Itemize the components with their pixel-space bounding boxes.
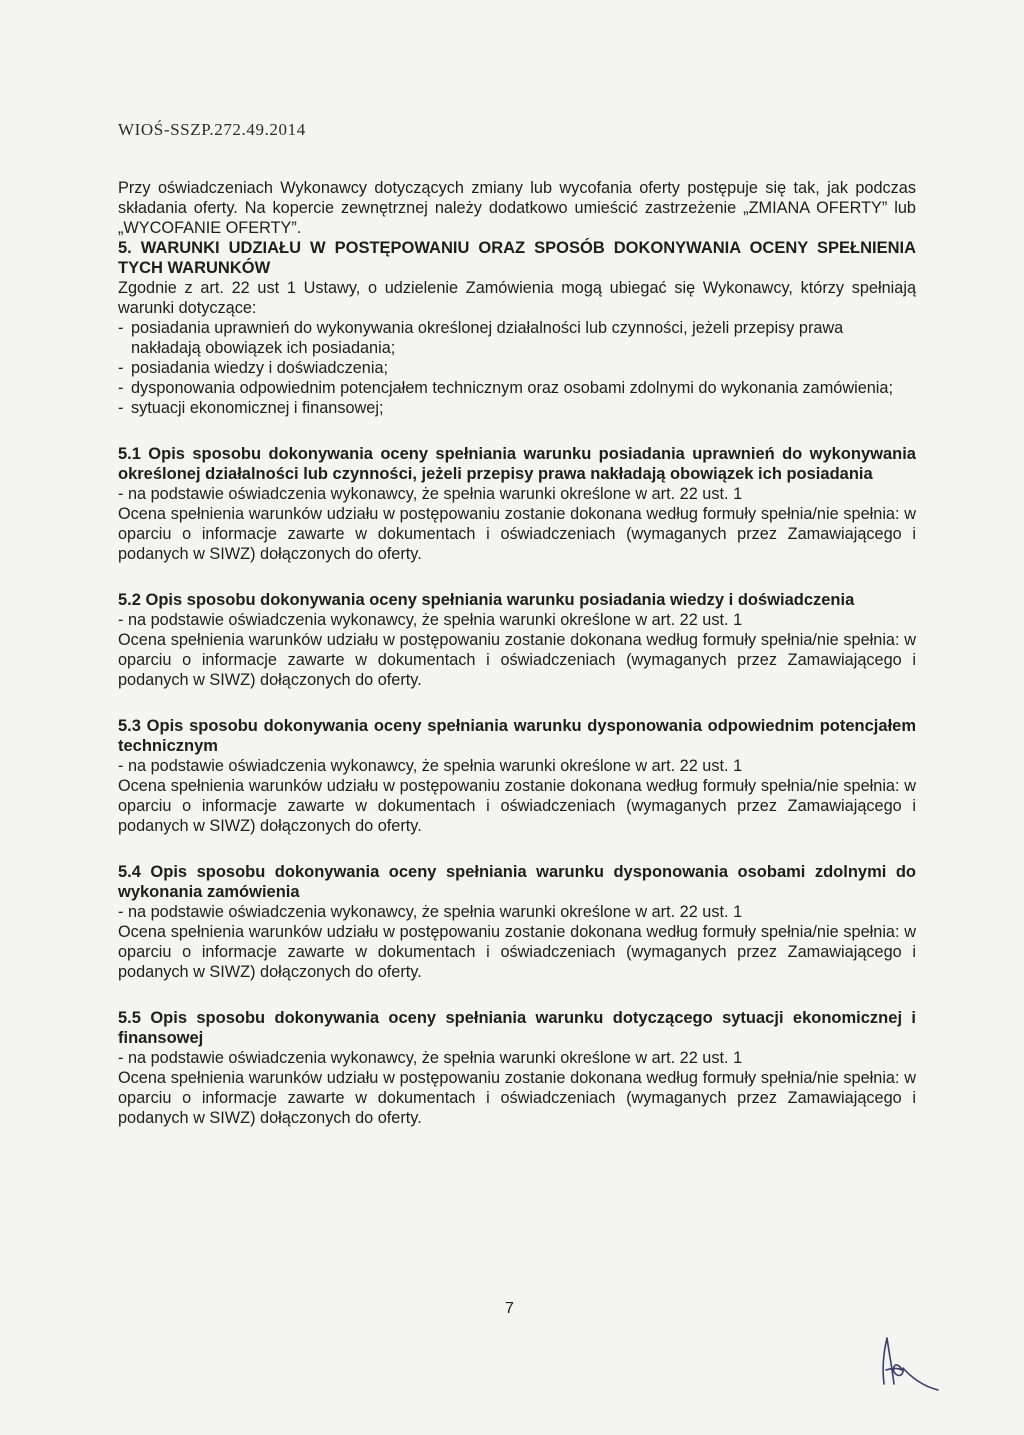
- subsection-assessment: Ocena spełnienia warunków udziału w postępowaniu zostanie dokonana według formuły spełnia/nie spełnia: w oparciu o informacje zawarte w dokumentach i oświadczeniach (wymaganych przez Zamawiającego i podanych w SIWZ) dołączonych do oferty.: [118, 777, 916, 835]
- subsection-5-2: [118, 590, 916, 690]
- subsection-assessment: Ocena spełnienia warunków udziału w postępowaniu zostanie dokonana według formuły spełnia/nie spełnia: w oparciu o informacje zawarte w dokumentach i oświadczeniach (wymaganych przez Zamawiającego i podanych w SIWZ) dołączonych do oferty.: [118, 923, 916, 981]
- section-5-lead: Zgodnie z art. 22 ust 1 Ustawy, o udzielenie Zamówienia mogą ubiegać się Wykonawcy, którzy spełniają warunki dotyczące:: [118, 279, 916, 317]
- subsection-basis: - na podstawie oświadczenia wykonawcy, że spełnia warunki określone w art. 22 ust. 1: [118, 611, 743, 629]
- list-item: - posiadania uprawnień do wykonywania określonej działalności lub czynności, jeżeli przepisy prawa nakładają obowiązek ich posiadania;: [118, 319, 844, 357]
- subsection-basis: - na podstawie oświadczenia wykonawcy, że spełnia warunki określone w art. 22 ust. 1: [118, 485, 743, 503]
- conditions-list: [118, 318, 916, 418]
- subsection-basis: - na podstawie oświadczenia wykonawcy, że spełnia warunki określone w art. 22 ust. 1: [118, 1049, 743, 1067]
- page-number: 7: [505, 1300, 514, 1317]
- subsection-assessment: Ocena spełnienia warunków udziału w postępowaniu zostanie dokonana według formuły spełnia/nie spełnia: w oparciu o informacje zawarte w dokumentach i oświadczeniach (wymaganych przez Zamawiającego i podanych w SIWZ) dołączonych do oferty.: [118, 505, 916, 563]
- subsection-5-3: [118, 716, 916, 836]
- subsection-basis: - na podstawie oświadczenia wykonawcy, że spełnia warunki określone w art. 22 ust. 1: [118, 757, 743, 775]
- subsection-assessment: Ocena spełnienia warunków udziału w postępowaniu zostanie dokonana według formuły spełnia/nie spełnia: w oparciu o informacje zawarte w dokumentach i oświadczeniach (wymaganych przez Zamawiającego i podanych w SIWZ) dołączonych do oferty.: [118, 1069, 916, 1127]
- subsection-heading: 5.1 Opis sposobu dokonywania oceny spełniania warunku posiadania uprawnień do wykonywania określonej działalności lub czynności, jeżeli przepisy prawa nakładają obowiązek ich posiadania: [118, 445, 916, 483]
- subsection-heading: 5.2 Opis sposobu dokonywania oceny spełniania warunku posiadania wiedzy i doświadczenia: [118, 591, 855, 609]
- document-body: [118, 178, 916, 1128]
- section-5-heading: 5. WARUNKI UDZIAŁU W POSTĘPOWANIU ORAZ SPOSÓB DOKONYWANIA OCENY SPEŁNIENIA TYCH WARUNKÓW: [118, 239, 916, 277]
- subsection-basis: - na podstawie oświadczenia wykonawcy, że spełnia warunki określone w art. 22 ust. 1: [118, 903, 743, 921]
- subsection-assessment: Ocena spełnienia warunków udziału w postępowaniu zostanie dokonana według formuły spełnia/nie spełnia: w oparciu o informacje zawarte w dokumentach i oświadczeniach (wymaganych przez Zamawiającego i podanych w SIWZ) dołączonych do oferty.: [118, 631, 916, 689]
- subsection-heading: 5.3 Opis sposobu dokonywania oceny spełniania warunku dysponowania odpowiednim potencjałem technicznym: [118, 717, 916, 755]
- subsection-heading: 5.5 Opis sposobu dokonywania oceny spełniania warunku dotyczącego sytuacji ekonomicznej i finansowej: [118, 1009, 916, 1047]
- subsection-5-4: [118, 862, 916, 982]
- intro-paragraph: Przy oświadczeniach Wykonawcy dotyczących zmiany lub wycofania oferty postępuje się tak, jak podczas składania oferty. Na kopercie zewnętrznej należy dodatkowo umieścić zastrzeżenie „ZMIANA OFERTY” lub „WYCOFANIE OFERTY”.: [118, 179, 916, 237]
- subsection-heading: 5.4 Opis sposobu dokonywania oceny spełniania warunku dysponowania osobami zdolnymi do wykonania zamówienia: [118, 863, 916, 901]
- list-item: - dysponowania odpowiednim potencjałem technicznym oraz osobami zdolnymi do wykonania zamówienia;: [118, 379, 894, 397]
- list-item: - posiadania wiedzy i doświadczenia;: [118, 359, 389, 377]
- document-reference: WIOŚ-SSZP.272.49.2014: [118, 120, 306, 139]
- list-item: - sytuacji ekonomicznej i finansowej;: [118, 399, 384, 417]
- subsection-5-5: [118, 1008, 916, 1128]
- subsection-5-1: [118, 444, 916, 564]
- handwritten-initials-icon: [872, 1332, 952, 1392]
